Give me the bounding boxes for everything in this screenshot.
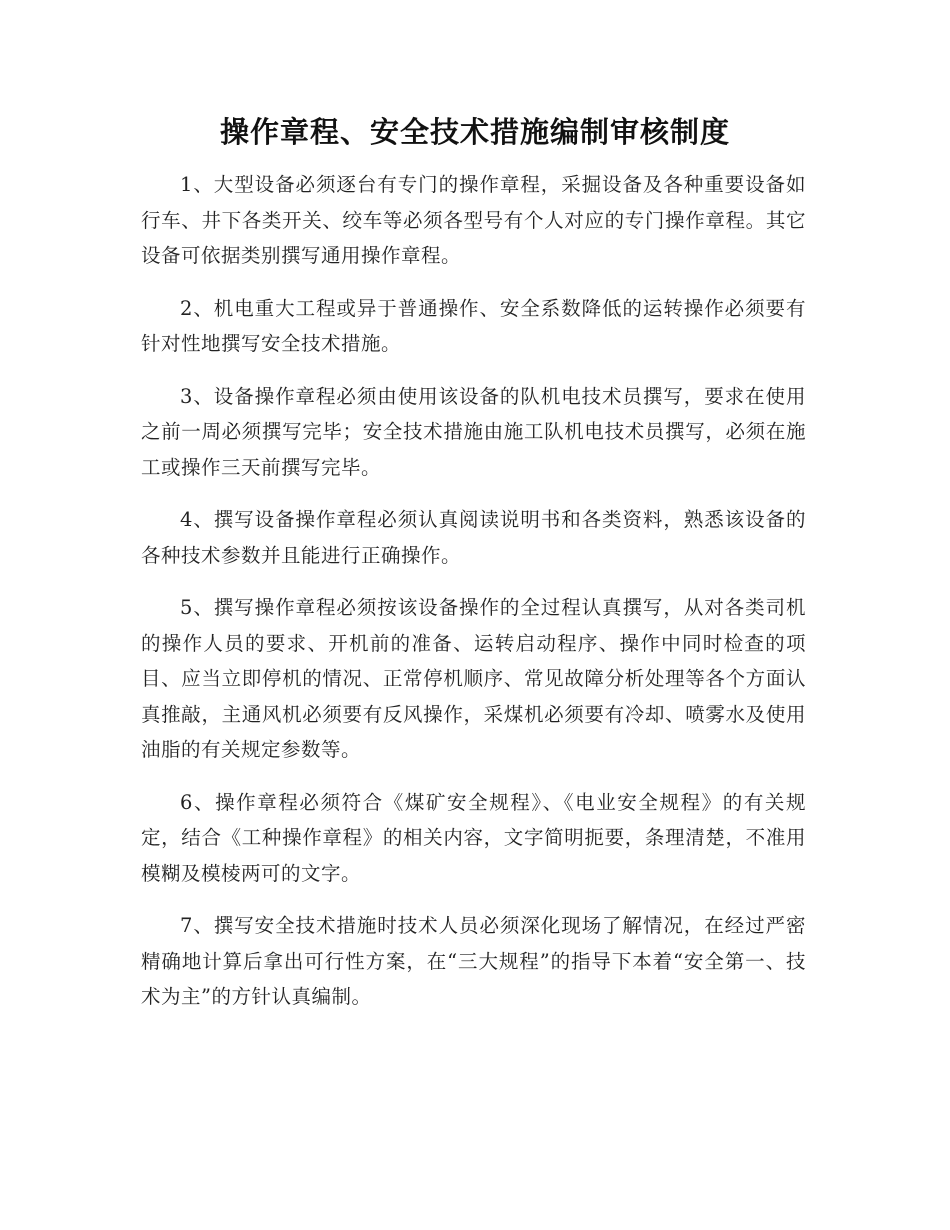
document-body <box>141 167 806 1032</box>
paragraph-1: 1、大型设备必须逐台有专门的操作章程，采掘设备及各种重要设备如行车、井下各类开关、绞车等必须各型号有个人对应的专门操作章程。其它设备可依据类别撰写通用操作章程。 <box>141 173 806 267</box>
paragraph-7: 7、撰写安全技术措施时技术人员必须深化现场了解情况，在经过严密精确地计算后拿出可行性方案，在“三大规程”的指导下本着“安全第一、技术为主”的方针认真编制。 <box>141 914 806 1008</box>
paragraph-3: 3、设备操作章程必须由使用该设备的队机电技术员撰写，要求在使用之前一周必须撰写完毕；安全技术措施由施工队机电技术员撰写，必须在施工或操作三天前撰写完毕。 <box>141 384 806 479</box>
document-title: 操作章程、安全技术措施编制审核制度 <box>219 115 730 149</box>
paragraph-5: 5、撰写操作章程必须按该设备操作的全过程认真撰写，从对各类司机的操作人员的要求、开机前的准备、运转启动程序、操作中同时检查的项目、应当立即停机的情况、正常停机顺序、常见故障分析处理等各个方面认真推敲，主通风机必须要有反风操作，采煤机必须要有冷却、喷雾水及使用油脂的有关规定参数等。 <box>141 596 806 761</box>
paragraph-2: 2、机电重大工程或异于普通操作、安全系数降低的运转操作必须要有针对性地撰写安全技术措施。 <box>141 296 806 355</box>
paragraph-6: 6、操作章程必须符合《煤矿安全规程》、《电业安全规程》的有关规定，结合《工种操作章程》的相关内容，文字简明扼要，条理清楚，不准用模糊及模棱两可的文字。 <box>141 790 806 885</box>
paragraph-4: 4、撰写设备操作章程必须认真阅读说明书和各类资料，熟悉该设备的各种技术参数并且能进行正确操作。 <box>141 508 806 567</box>
